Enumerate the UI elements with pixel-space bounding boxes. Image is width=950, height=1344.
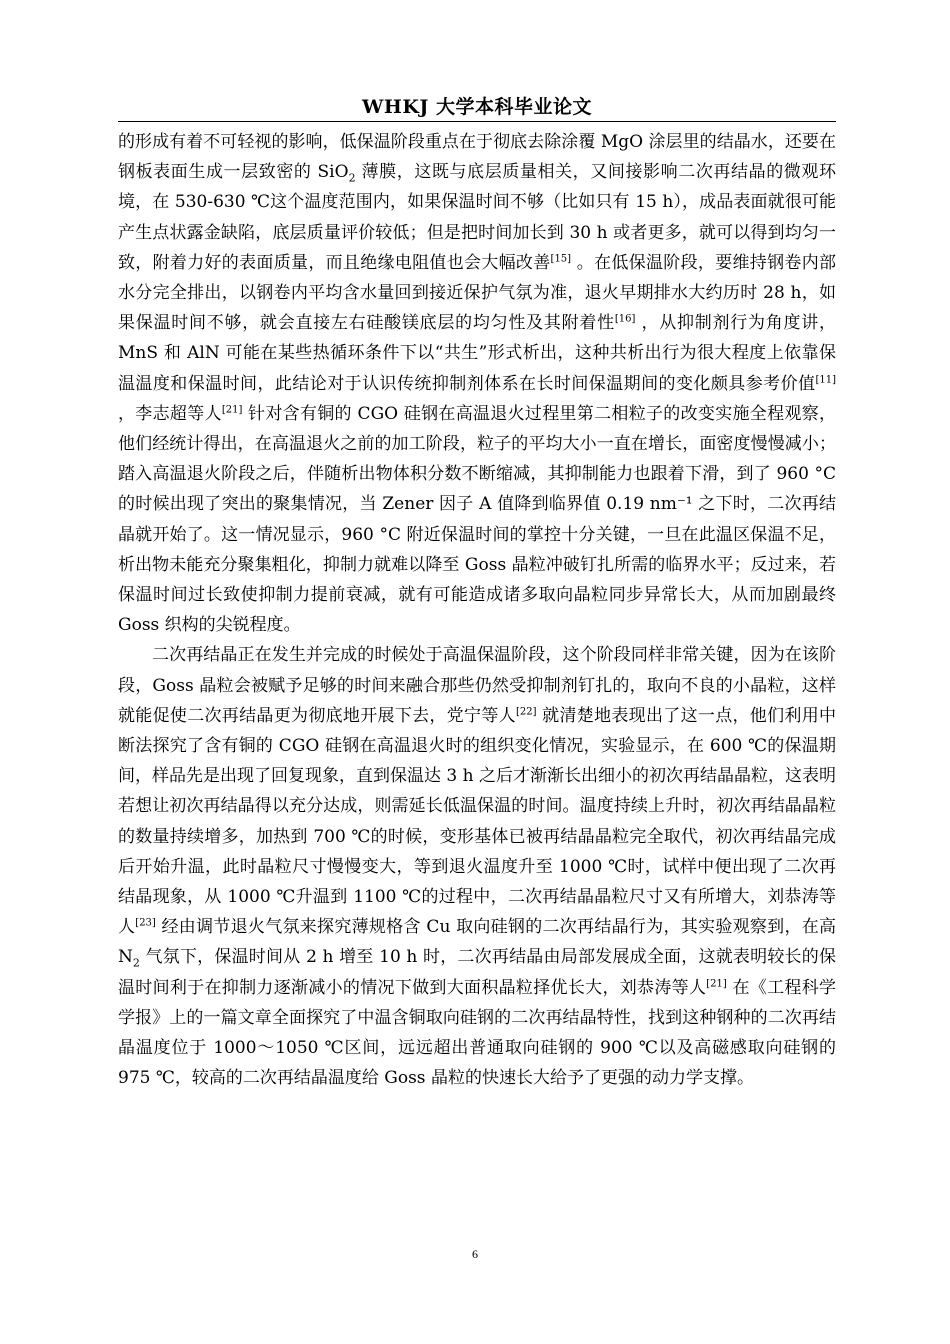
citation-ref: [11] [815, 373, 836, 385]
text-run: 薄膜，这既与底层质量相关，又间接影响二次再结晶的微观环境，在 530-630 ℃这个温度范围内，如果保温时间不够（比如只有 15 h），成品表面就很可能产生点状露金缺陷，底层质量评价较低；但是把时间加长到 30 h 或者更多，就可以得到均匀一致，附着力好的表面质量，而且绝缘电阻值也会大幅改善 [118, 162, 836, 273]
subscript: 2 [132, 956, 140, 970]
citation-ref: [21] [221, 404, 243, 416]
citation-ref: [23] [135, 917, 156, 929]
text-run: 。在低保温阶段，要维持钢卷内部水分完全排出，以钢卷内平均含水量回到接近保护气氛为准，退火早期排水大约历时 28 h，如果保温时间不够，就会直接左右硅酸镁底层的均匀性及其附着性 [118, 252, 837, 334]
text-run: 针对含有铜的 CGO 硅钢在高温退火过程里第二相粒子的改变实施全程观察，他们经统计得出，在高温退火之前的加工阶段，粒子的平均大小一直在增长，面密度慢慢减小；踏入高温退火阶段之后，伴随析出物体积分数不断缩减，其抑制能力也跟着下滑，到了 960 °C 的时候出现了突出的聚集情况，当 Zener 因子 A 值降到临界值 0.19 nm⁻¹ 之下时，二次再结晶就开始了。这一情况显示，960 °C 附近保温时间的掌控十分关键，一旦在此温区保温不足，析出物未能充分聚集粗化，抑制力就难以降至 Goss 晶粒冲破钉扎所需的临界水平；反过来，若保温时间过长致使抑制力提前衰减，就有可能造成诸多取向晶粒同步异常长大，从而加剧最终 Goss 织构的尖锐程度。 [118, 403, 837, 636]
subscript: 2 [348, 171, 356, 185]
text-run: ，李志超等人 [118, 403, 222, 424]
text-run: ，从抑制剂行为角度讲，MnS 和 AlN 可能在某些热循环条件下以“共生”形式析出，这种共析出行为很大程度上依靠保温温度和保温时间，此结论对于认识传统抑制剂体系在长时间保温期间的变化颇具参考价值 [118, 313, 837, 394]
citation-ref: [21] [706, 978, 727, 990]
text-run: 在《工程科学学报》上的一篇文章全面探究了中温含铜取向硅钢的二次再结晶特性，找到这种钢种的二次再结晶温度位于 1000～1050 ℃区间，远远超出普通取向硅钢的 900 ℃以及高磁感取向硅钢的 975 ℃，较高的二次再结晶温度给 Goss 晶粒的快速长大给予了更强的动力学支撑。 [118, 977, 837, 1089]
page-body [118, 127, 836, 1094]
text-run: 二次再结晶正在发生并完成的时候处于高温保温阶段，这个阶段同样非常关键，因为在该阶段，Goss 晶粒会被赋予足够的时间来融合那些仍然受抑制剂钉扎的，取向不良的小晶粒，这样就能促使二次再结晶更为彻底地开展下去，党宁等人 [118, 645, 836, 726]
body-paragraph-1 [118, 127, 836, 640]
citation-ref: [15] [550, 253, 572, 265]
text-run: 气氛下，保温时间从 2 h 增至 10 h 时，二次再结晶由局部发展成全面，这就表明较长的保温时间利于在抑制力逐渐减小的情况下做到大面积晶粒择优长大，刘恭涛等人 [118, 947, 836, 998]
page-header [118, 90, 836, 122]
text-run: 的形成有着不可轻视的影响，低保温阶段重点在于彻底去除涂覆 MgO 涂层里的结晶水，还要在钢板表面生成一层致密的 SiO [118, 132, 836, 183]
body-paragraph-2 [118, 640, 836, 1093]
text-run: 就清楚地表现出了这一点，他们利用中断法探究了含有铜的 CGO 硅钢在高温退火时的组织变化情况，实验显示，在 600 ℃的保温期间，样品先是出现了回复现象，直到保温达 3 h 之后才渐渐长出细小的初次再结晶晶粒，这表明若想让初次再结晶得以充分达成，则需延长低温保温的时间。温度持续上升时，初次再结晶晶粒的数量持续增多，加热到 700 ℃的时候，变形基体已被再结晶晶粒完全取代，初次再结晶完成后开始升温，此时晶粒尺寸慢慢变大，等到退火温度升至 1000 ℃时，试样中便出现了二次再结晶现象，从 1000 ℃升温到 1100 ℃的过程中，二次再结晶晶粒尺寸又有所增大，刘恭涛等人 [118, 705, 836, 938]
text-run: 经由调节退火气氛来探究薄规格含 Cu 取向硅钢的二次再结晶行为，其实验观察到，在高 N [118, 917, 837, 968]
page-number: 6 [472, 1247, 478, 1261]
citation-ref: [22] [515, 706, 537, 718]
citation-ref: [16] [614, 313, 636, 325]
header-title: WHKJ 大学本科毕业论文 [362, 96, 592, 118]
